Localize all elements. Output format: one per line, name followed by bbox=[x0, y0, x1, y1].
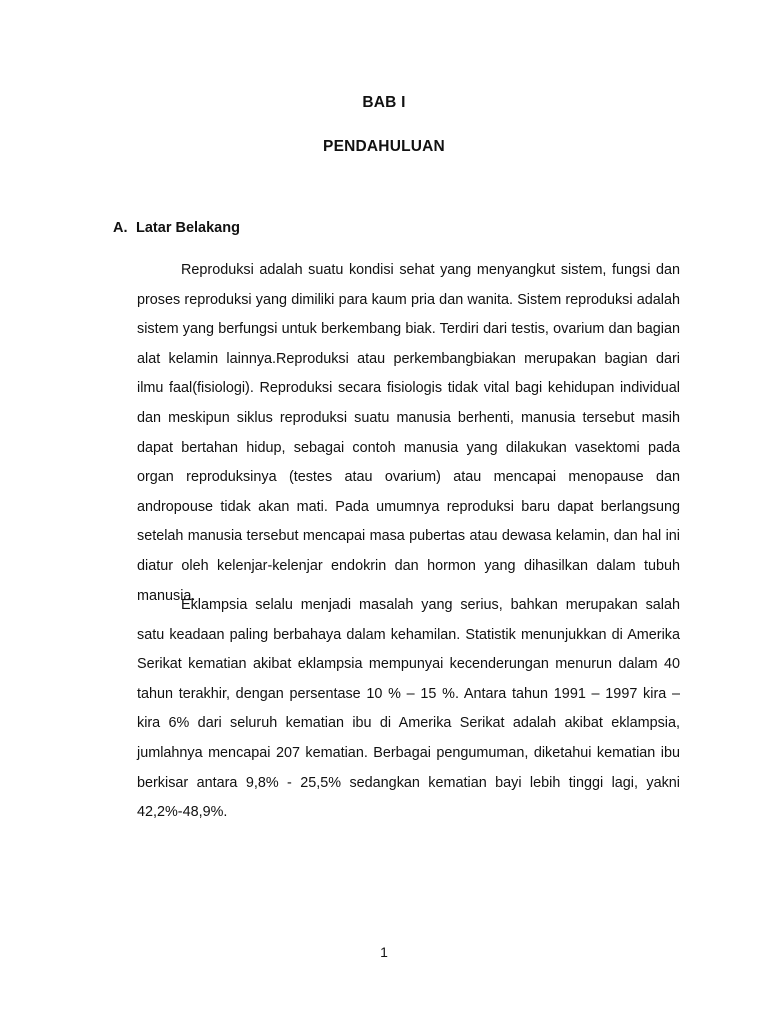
chapter-title: PENDAHULUAN bbox=[323, 138, 445, 155]
paragraph-reproduksi: Reproduksi adalah suatu kondisi sehat yang menyangkut sistem, fungsi dan proses reproduksi yang dimiliki para kaum pria dan wanita. Sistem reproduksi adalah sistem yang berfungsi untuk berkembang biak. Terdiri dari testis, ovarium dan bagian alat kelamin lainnya.Reproduksi atau perkembangbiakan merupakan bagian dari ilmu faal(fisiologi). Reproduksi secara fisiologis tidak vital bagi kehidupan individual dan meskipun siklus reproduksi suatu manusia berhenti, manusia tersebut masih dapat bertahan hidup, sebagai contoh manusia yang dilakukan vasektomi pada organ reproduksinya (testes atau ovarium) atau mencapai menopause dan andropouse tidak akan mati. Pada umumnya reproduksi baru dapat berlangsung setelah manusia tersebut mencapai masa pubertas atau dewasa kelamin, dan hal ini diatur oleh kelenjar-kelenjar endokrin dan hormon yang dihasilkan dalam tubuh manusia. bbox=[137, 262, 680, 604]
section-marker: A. bbox=[113, 220, 128, 236]
chapter-number: BAB I bbox=[362, 94, 406, 111]
page-number: 1 bbox=[380, 944, 388, 960]
section-title: Latar Belakang bbox=[136, 220, 240, 236]
section-heading bbox=[113, 220, 240, 236]
paragraph-eklampsia: Eklampsia selalu menjadi masalah yang serius, bahkan merupakan salah satu keadaan paling berbahaya dalam kehamilan. Statistik menunjukkan di Amerika Serikat kematian akibat eklampsia mempunyai kecenderungan menurun dalam 40 tahun terakhir, dengan persentase 10 % – 15 %. Antara tahun 1991 – 1997 kira – kira 6% dari seluruh kematian ibu di Amerika Serikat adalah akibat eklampsia, jumlahnya mencapai 207 kematian. Berbagai pengumuman, diketahui kematian ibu berkisar antara 9,8% - 25,5% sedangkan kematian bayi lebih tinggi lagi, yakni 42,2%-48,9%. bbox=[137, 597, 680, 821]
